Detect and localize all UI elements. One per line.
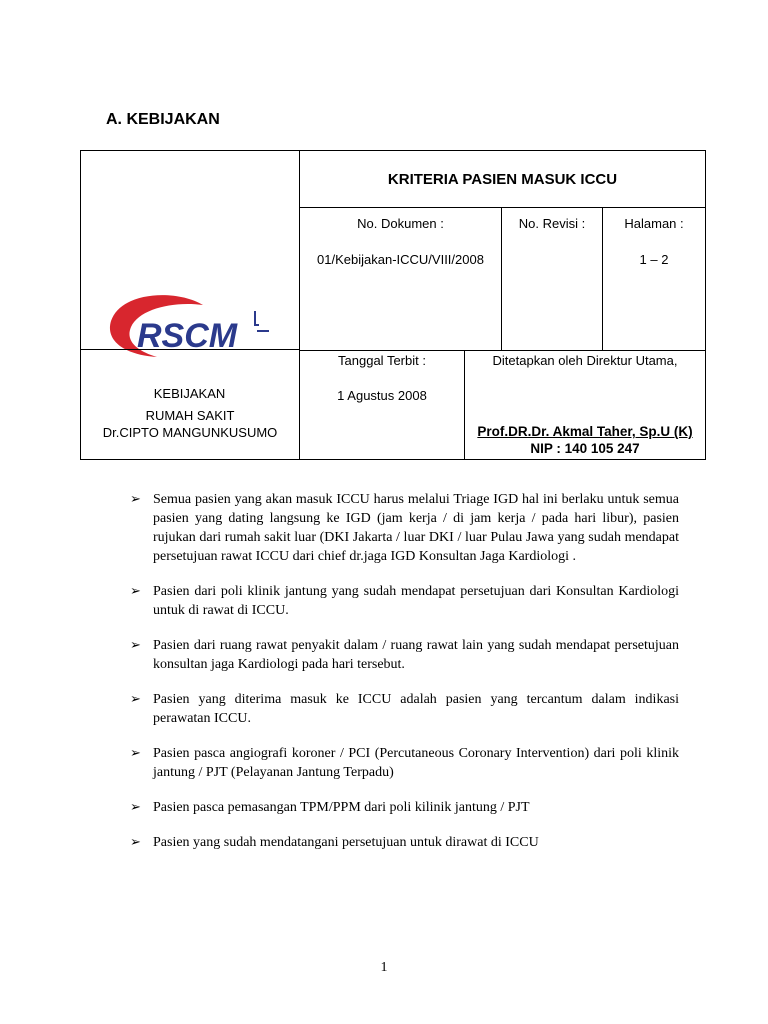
issue-date-label: Tanggal Terbit : [338,353,426,368]
kebijakan-label: KEBIJAKAN [153,386,226,401]
issue-date-value: 1 Agustus 2008 [337,388,427,403]
criteria-list [130,490,679,868]
doc-number-cell [300,208,502,351]
list-item: ➢ Pasien yang sudah mendatangani persetujuan untuk dirawat di ICCU [130,833,679,852]
document-title: KRITERIA PASIEN MASUK ICCU [300,151,706,208]
list-item: ➢ Pasien dari ruang rawat penyakit dalam / ruang rawat lain yang sudah mendapat persetujuan konsultan jaga Kardiologi pada hari tersebut. [130,636,679,674]
page-cell [603,208,706,351]
issue-date-cell [300,351,465,460]
hospital-cell [81,151,300,460]
list-item: ➢ Pasien pasca pemasangan TPM/PPM dari poli kilinik jantung / PJT [130,798,679,817]
page-number: 1 [380,960,388,975]
doc-number-label: No. Dokumen : [357,216,444,231]
page-label: Halaman : [624,216,684,231]
director-name: Prof.DR.Dr. Akmal Taher, Sp.U (K) [477,424,693,439]
section-heading: A. KEBIJAKAN [106,111,220,128]
list-item: ➢ Pasien pasca angiografi koroner / PCI (Percutaneous Coronary Intervention) dari poli klinik jantung / PJT (Pelayanan Jantung Terpadu) [130,744,679,782]
list-item: ➢ Pasien yang diterima masuk ke ICCU adalah pasien yang tercantum dalam indikasi perawatan ICCU. [130,690,679,728]
hospital-name-line2: Dr.CIPTO MANGUNKUSUMO [102,425,278,440]
rscm-logo-text: RSCM [137,317,238,355]
document-header-table [80,150,706,460]
list-item: ➢ Semua pasien yang akan masuk ICCU harus melalui Triage IGD hal ini berlaku untuk semua pasien yang dating langsung ke IGD (jam kerja / di jam kerja / pada hari libur), pasien rujukan dari rumah sakit luar (DKI Jakarta / luar DKI / luar Pulau Jawa yang sudah mendapat persetujuan rawat ICCU dari chief dr.jaga IGD Konsultan Jaga Kardiologi . [130,490,679,566]
director-nip: NIP : 140 105 247 [530,441,640,456]
page-value: 1 – 2 [639,252,669,267]
list-item: ➢ Pasien dari poli klinik jantung yang sudah mendapat persetujuan dari Konsultan Kardiologi untuk di rawat di ICCU. [130,582,679,620]
director-cell [465,351,706,460]
rscm-logo [107,287,277,367]
ditetapkan-text: Ditetapkan oleh Direktur Utama, [492,353,678,368]
doc-number-value: 01/Kebijakan-ICCU/VIII/2008 [317,252,484,267]
kebijakan-divider [80,349,300,350]
revision-cell [502,208,603,351]
revision-label: No. Revisi : [518,216,586,231]
hospital-name-line1: RUMAH SAKIT [145,408,235,423]
